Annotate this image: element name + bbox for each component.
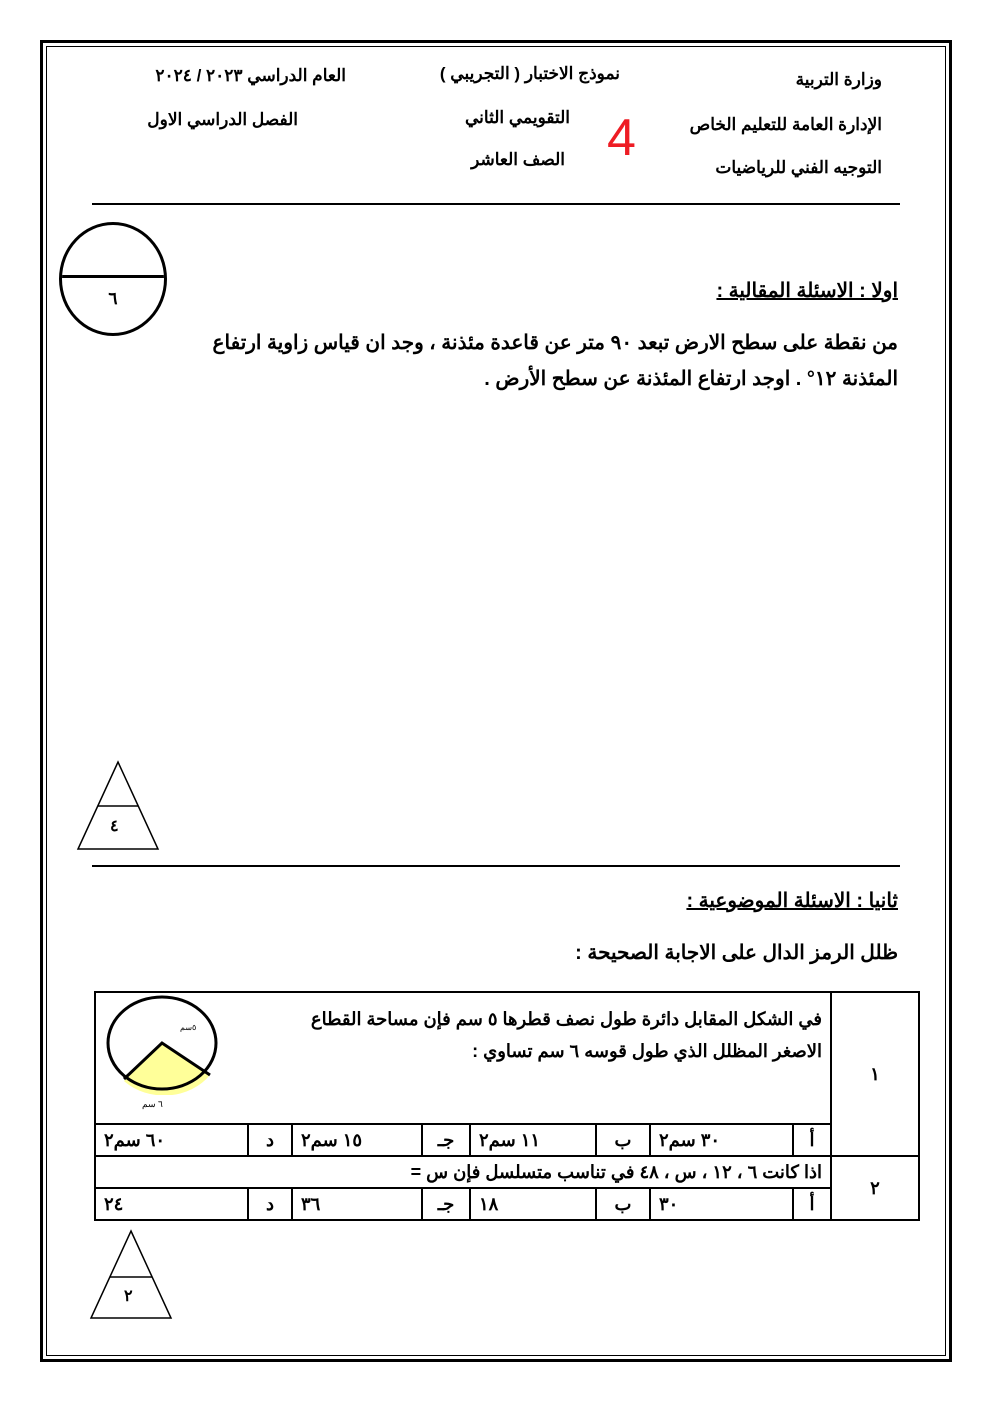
option-value: ٦٠ سم٢ (95, 1124, 248, 1156)
option-label[interactable]: د (248, 1188, 292, 1220)
arc-label: ٦ سم (142, 1099, 163, 1109)
option-label[interactable]: ب (596, 1124, 650, 1156)
ministry: وزارة التربية (795, 70, 882, 89)
option-value: ١٥ سم٢ (292, 1124, 422, 1156)
divider (92, 865, 900, 867)
instruction: ظلل الرمز الدال على الاجابة الصحيحة : (575, 942, 898, 964)
option-value: ١٨ (470, 1188, 596, 1220)
option-value: ٢٤ (95, 1188, 248, 1220)
option-label[interactable]: ب (596, 1188, 650, 1220)
score-circle (59, 222, 167, 336)
mcq-table (94, 991, 920, 1221)
option-label[interactable]: أ (793, 1188, 831, 1220)
directorate: الإدارة العامة للتعليم الخاص (689, 115, 882, 134)
section1-title: اولا : الاسئلة المقالية : (716, 280, 898, 302)
question-text (95, 992, 831, 1124)
score-triangle (76, 760, 160, 852)
section2-title: ثانيا : الاسئلة الموضوعية : (686, 890, 898, 912)
option-value: ١١ سم٢ (470, 1124, 596, 1156)
score-triangle-value: ٤ (110, 818, 119, 835)
score-circle-value: ٦ (108, 289, 118, 308)
option-label[interactable]: د (248, 1124, 292, 1156)
sector-figure (106, 995, 226, 1095)
question-line: في الشكل المقابل دائرة طول نصف قطرها ٥ سم فإن مساحة القطاع (310, 1009, 822, 1029)
question-number: ٢ (831, 1156, 919, 1220)
question-line: من نقطة على سطح الارض تبعد ٩٠ متر عن قاعدة مئذنة ، وجد ان قياس زاوية ارتفاع (212, 332, 898, 354)
option-label[interactable]: أ (793, 1124, 831, 1156)
semester: الفصل الدراسي الاول (147, 110, 298, 129)
score-triangle (88, 1229, 174, 1321)
option-value: ٣٦ (292, 1188, 422, 1220)
grade: الصف العاشر (471, 150, 565, 169)
option-label[interactable]: جـ (422, 1188, 470, 1220)
assessment: التقويمي الثاني (465, 108, 570, 127)
question-line: المئذنة ١٢° . اوجد ارتفاع المئذنة عن سطح الأرض . (484, 368, 898, 390)
academic-year: العام الدراسي ٢٠٢٣ / ٢٠٢٤ (155, 66, 346, 85)
guidance: التوجيه الفني للرياضيات (715, 158, 882, 177)
version-number: 4 (607, 109, 636, 167)
option-label[interactable]: جـ (422, 1124, 470, 1156)
exam-model: نموذج الاختبار ( التجريبي ) (439, 64, 620, 83)
radius-label: ٥سم (180, 1023, 197, 1032)
question-line: الاصغر المظلل الذي طول قوسه ٦ سم تساوي : (472, 1041, 822, 1061)
option-value: ٣٠ سم٢ (650, 1124, 793, 1156)
option-value: ٣٠ (650, 1188, 793, 1220)
score-triangle-value: ٢ (124, 1288, 133, 1305)
question-text: اذا كانت ٦ ، ١٢ ، س ، ٤٨ في تناسب متسلسل فإن س = (95, 1156, 831, 1188)
question-number: ١ (831, 992, 919, 1156)
divider (92, 203, 900, 205)
